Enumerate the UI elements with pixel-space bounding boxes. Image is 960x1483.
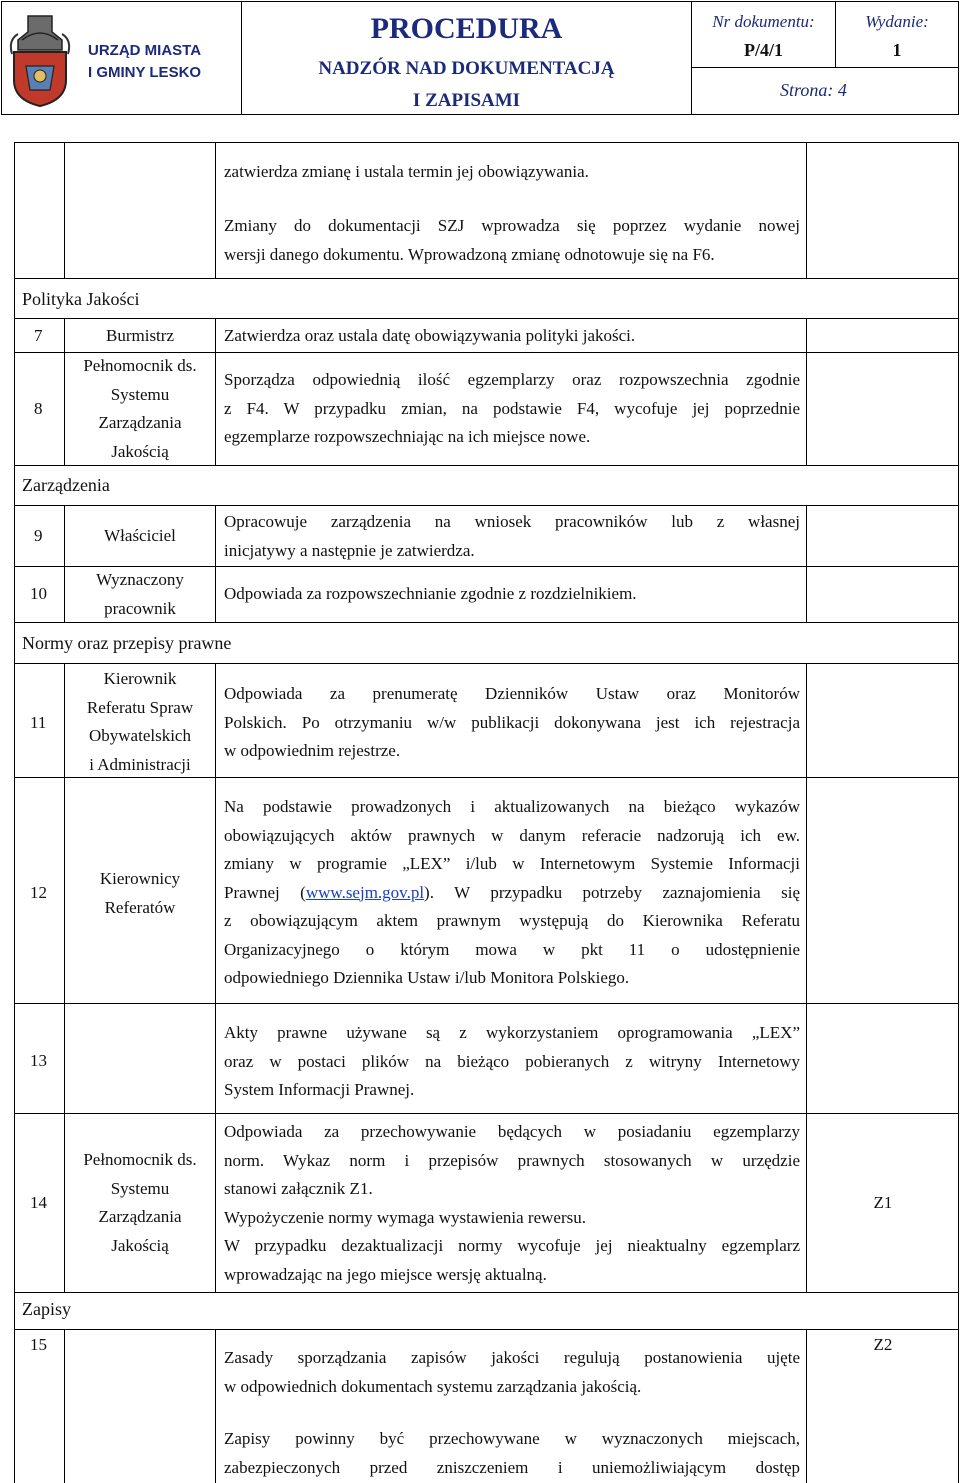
row-responsible: [66, 665, 214, 779]
row-responsible: [66, 352, 214, 466]
description-line: [224, 879, 800, 908]
table-rule: [958, 142, 959, 1483]
section-heading-polityka: Polityka Jakości: [22, 289, 140, 309]
row-responsible: [66, 1146, 214, 1260]
description-line: Zasady sporządzania zapisów jakości regulują postanowienia ujęte: [224, 1348, 800, 1367]
section-heading-zarzadzenia: Zarządzenia: [22, 475, 110, 495]
row-description: [224, 508, 800, 565]
row-description: [224, 1019, 800, 1105]
page-number: Strona: 4: [780, 80, 847, 100]
description-fragment: ). W przypadku potrzeby zaznajomienia się: [424, 882, 800, 902]
description-line: Sporządza odpowiednią ilość egzemplarzy oraz rozpowszechnia zgodnie: [224, 370, 800, 389]
description-line: Wypożyczenie normy wymaga wystawienia rewersu.: [224, 1207, 586, 1227]
row-description: [224, 1425, 800, 1482]
responsible-line: Jakością: [111, 1235, 169, 1255]
sejm-website-link[interactable]: www.sejm.gov.pl: [305, 882, 425, 902]
table-rule: [215, 505, 216, 622]
document-header: [0, 0, 959, 115]
table-rule: [806, 142, 807, 278]
description-line: zabezpieczonych przed zniszczeniem i uniemożliwiającym dostęp: [224, 1457, 800, 1477]
procedure-subtitle-line1: NADZÓR NAD DOKUMENTACJĄ: [318, 58, 615, 79]
responsible-line: Pełnomocnik ds.: [83, 1150, 197, 1169]
table-rule: [215, 318, 216, 465]
office-name-line1: URZĄD MIASTA: [88, 42, 202, 59]
attachment-reference: Z2: [873, 1335, 893, 1354]
description-line: Organizacyjnego o którym mowa w pkt 11 o udostępnienie: [224, 939, 800, 959]
table-rule: [64, 318, 65, 465]
responsible-line: i Administracji: [89, 754, 191, 774]
procedure-subtitle-line2: I ZAPISAMI: [412, 90, 521, 111]
doc-number-label: Nr dokumentu:: [712, 12, 815, 31]
description-line: Akty prawne używane są z wykorzystaniem oprogramowania „LEX”: [224, 1023, 800, 1042]
responsible-line: Zarządzania: [98, 1207, 182, 1226]
description-line: Odpowiada za prenumeratę Dzienników Ustaw oraz Monitorów: [224, 684, 800, 703]
coat-of-arms-logo: [8, 10, 72, 108]
row-number: 13: [30, 1051, 47, 1070]
responsible-line: Obywatelskich: [89, 726, 191, 745]
logo-cell: [1, 1, 242, 115]
table-rule: [64, 1329, 65, 1483]
row-number: 8: [34, 399, 43, 418]
row-description: [224, 1344, 800, 1401]
edition-value: 1: [892, 40, 902, 60]
office-name-line2: I GMINY LESKO: [88, 64, 202, 81]
responsible-line: Jakością: [111, 441, 169, 461]
description-line: Na podstawie prowadzonych i aktualizowanych na bieżąco wykazów: [224, 797, 800, 816]
description-line: stanowi załącznik Z1.: [224, 1179, 373, 1198]
description-line: egzemplarze rozpowszechniając na ich miejsce nowe.: [224, 427, 591, 446]
description-line: zmiany w programie „LEX” i/lub w Internetowym Systemie Informacji: [224, 854, 800, 873]
row-number: 15: [30, 1335, 47, 1354]
table-rule: [215, 663, 216, 1292]
table-rule: [14, 1292, 959, 1293]
procedure-title-cell: [241, 1, 692, 115]
description-line: System Informacji Prawnej.: [224, 1080, 415, 1099]
description-line: Polskich. Po otrzymaniu w/w publikacji dokonywana jest ich rejestracja: [224, 712, 800, 732]
table-rule: [14, 142, 15, 1483]
continuation-line: wersji danego dokumentu. Wprowadzoną zmianę odnotowuje się na F6.: [224, 244, 715, 264]
continuation-text: [224, 158, 800, 187]
office-name: [88, 40, 238, 84]
table-rule: [14, 663, 959, 664]
description-line: z F4. W przypadku zmian, na podstawie F4, wycofuje jej poprzednie: [224, 398, 800, 418]
description-line: inicjatywy a następnie je zatwierdza.: [224, 540, 475, 560]
table-rule: [14, 1003, 959, 1004]
continuation-line: zatwierdza zmianę i ustala termin jej obowiązywania.: [224, 162, 589, 181]
table-rule: [215, 142, 216, 278]
section-heading-normy: Normy oraz przepisy prawne: [22, 633, 232, 653]
table-rule: [14, 318, 959, 319]
description-fragment: Prawnej (: [224, 882, 306, 902]
row-responsible: [66, 566, 214, 623]
doc-number-cell: [691, 1, 836, 68]
description-line: Opracowuje zarządzenia na wniosek pracowników lub z własnej: [224, 512, 800, 531]
row-responsible: Burmistrz: [106, 326, 174, 345]
section-heading-zapisy: Zapisy: [22, 1299, 71, 1319]
row-number: 7: [34, 326, 43, 345]
table-rule: [806, 318, 807, 465]
row-number: 14: [30, 1193, 47, 1212]
responsible-line: Wyznaczony: [96, 570, 184, 589]
row-description: Zatwierdza oraz ustala datę obowiązywania polityki jakości.: [224, 326, 636, 345]
row-number: 12: [30, 883, 47, 902]
page-number-cell: [691, 67, 959, 115]
row-description: Odpowiada za rozpowszechnianie zgodnie z rozdzielnikiem.: [224, 584, 637, 603]
responsible-line: Referatów: [104, 897, 176, 917]
table-rule: [806, 663, 807, 1292]
description-line: obowiązujących aktów prawnych w danym referacie nadzorują ich ew.: [224, 825, 800, 845]
description-line: wprowadzając na jego miejsce wersję aktualną.: [224, 1264, 547, 1284]
table-rule: [806, 505, 807, 622]
procedure-title: PROCEDURA: [370, 12, 563, 45]
description-line: Zapisy powinny być przechowywane w wyznaczonych miejscach,: [224, 1429, 800, 1448]
row-number: 11: [30, 713, 47, 732]
row-description: [224, 680, 800, 766]
responsible-line: Zarządzania: [98, 413, 182, 432]
description-line: w odpowiednim rejestrze.: [224, 741, 401, 760]
continuation-paragraph: [224, 212, 800, 269]
responsible-line: Kierownik: [103, 669, 177, 688]
row-description: [224, 793, 800, 993]
table-rule: [14, 278, 959, 279]
responsible-line: Systemu: [110, 384, 170, 404]
row-description: [224, 366, 800, 452]
table-rule: [14, 505, 959, 506]
responsible-line: pracownik: [104, 598, 176, 618]
responsible-line: Pełnomocnik ds.: [83, 356, 197, 375]
description-line: w odpowiednich dokumentach systemu zarządzania jakością.: [224, 1376, 642, 1396]
description-line: W przypadku dezaktualizacji normy wycofuje jej nieaktualny egzemplarz: [224, 1236, 800, 1255]
table-rule: [14, 1329, 959, 1330]
description-line: norm. Wykaz norm i przepisów prawnych stosowanych w urzędzie: [224, 1150, 800, 1170]
row-description: [224, 1118, 800, 1289]
table-rule: [14, 1113, 959, 1114]
row-responsible: Właściciel: [104, 526, 176, 545]
description-line: z obowiązującym aktem prawnym występują do Kierownika Referatu: [224, 911, 800, 930]
doc-number-value: P/4/1: [744, 40, 783, 60]
attachment-reference: Z1: [873, 1193, 893, 1212]
row-number: 10: [30, 584, 47, 603]
description-line: odpowiedniego Dziennika Ustaw i/lub Monitora Polskiego.: [224, 968, 630, 987]
table-rule: [806, 1329, 807, 1483]
continuation-line: Zmiany do dokumentacji SZJ wprowadza się poprzez wydanie nowej: [224, 216, 800, 235]
table-rule: [215, 1329, 216, 1483]
edition-label: Wydanie:: [865, 12, 929, 31]
responsible-line: Kierownicy: [99, 869, 181, 888]
row-number: 9: [34, 526, 43, 545]
description-line: oraz w postaci plików na bieżąco pobieranych z witryny Internetowy: [224, 1051, 800, 1071]
responsible-line: Referatu Spraw: [86, 697, 194, 717]
responsible-line: Systemu: [110, 1178, 170, 1198]
row-responsible: [66, 865, 214, 922]
table-rule: [14, 142, 959, 143]
table-rule: [64, 142, 65, 278]
table-rule: [64, 505, 65, 622]
edition-cell: [835, 1, 959, 68]
table-rule: [64, 663, 65, 1292]
description-line: Odpowiada za przechowywanie będących w posiadaniu egzemplarzy: [224, 1122, 800, 1141]
